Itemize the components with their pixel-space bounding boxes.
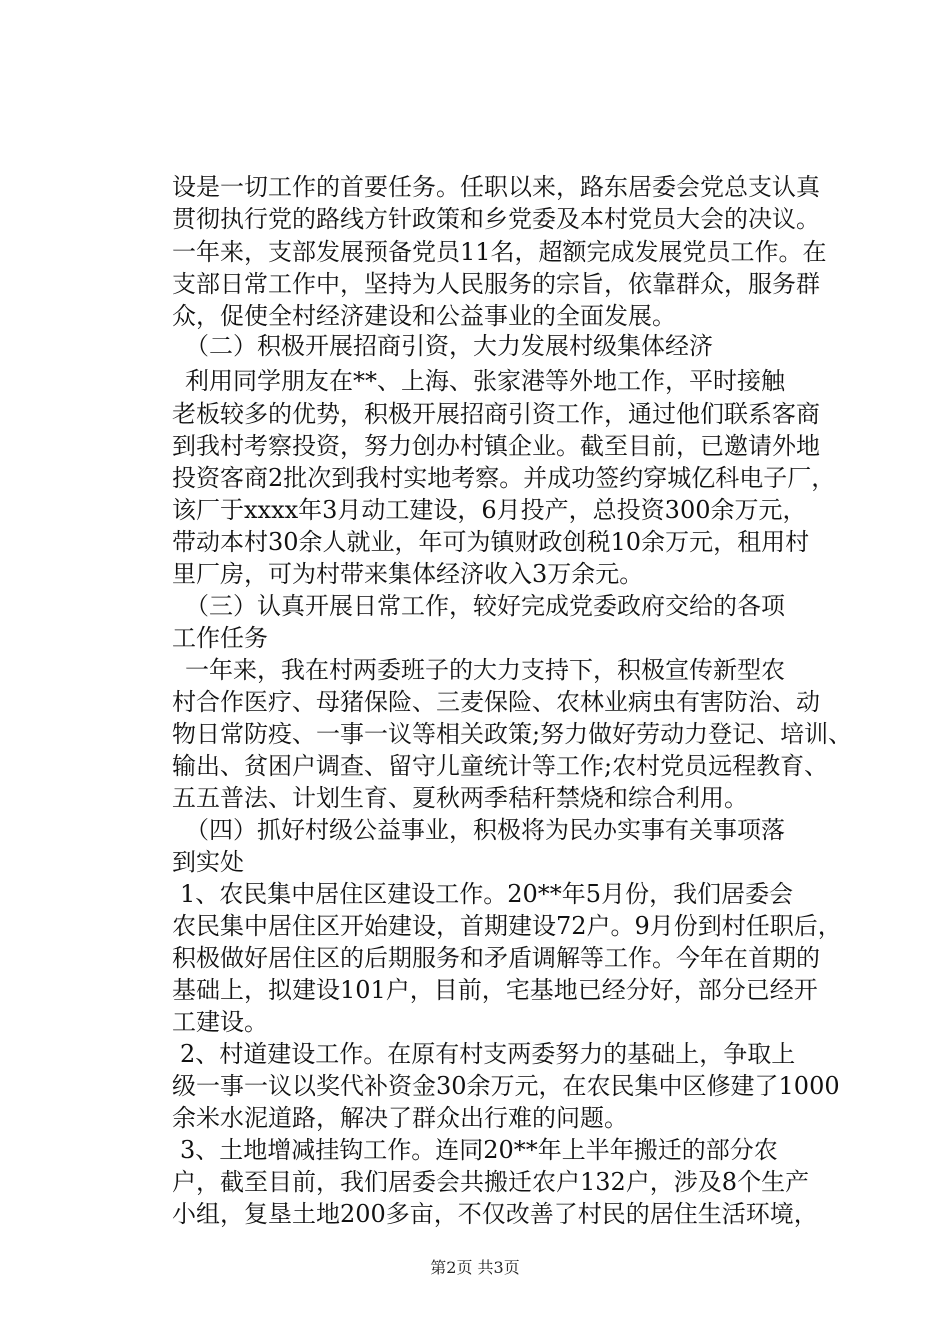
body-line: 级一事一议以奖代补资金30余万元，在农民集中区修建了1000 <box>172 1072 840 1100</box>
body-line: 工建设。 <box>172 1008 268 1036</box>
section-heading: （二）积极开展招商引资，大力发展村级集体经济 <box>185 332 713 360</box>
body-line: 带动本村30余人就业，年可为镇财政创税10余万元，租用村 <box>172 528 810 556</box>
section-heading: 到实处 <box>172 848 244 876</box>
body-line: 设是一切工作的首要任务。任职以来，路东居委会党总支认真 <box>172 173 820 201</box>
body-line: 一年来，支部发展预备党员11名，超额完成发展党员工作。在 <box>172 238 827 266</box>
body-line: 2、村道建设工作。在原有村支两委努力的基础上，争取上 <box>180 1040 796 1068</box>
section-heading: 工作任务 <box>172 624 268 652</box>
body-line: 1、农民集中居住区建设工作。20**年5月份，我们居委会 <box>180 880 794 908</box>
body-line: 物日常防疫、一事一议等相关政策;努力做好劳动力登记、培训、 <box>172 720 853 748</box>
body-line: 支部日常工作中，坚持为人民服务的宗旨，依靠群众，服务群 <box>172 270 820 298</box>
page-footer: 第2页 共3页 <box>430 1258 520 1277</box>
body-line: 基础上，拟建设101户，目前，宅基地已经分好，部分已经开 <box>172 976 818 1004</box>
body-line: 众，促使全村经济建设和公益事业的全面发展。 <box>172 302 676 330</box>
body-line: 里厂房，可为村带来集体经济收入3万余元。 <box>172 560 644 588</box>
body-line: 一年来，我在村两委班子的大力支持下，积极宣传新型农 <box>185 656 785 684</box>
section-heading: （四）抓好村级公益事业，积极将为民办实事有关事项落 <box>185 816 785 844</box>
body-line: 五五普法、计划生育、夏秋两季秸秆禁烧和综合利用。 <box>172 784 748 812</box>
body-line: 村合作医疗、母猪保险、三麦保险、农林业病虫有害防治、动 <box>172 688 820 716</box>
body-line: 农民集中居住区开始建设，首期建设72户。9月份到村任职后， <box>172 912 842 940</box>
body-line: 到我村考察投资，努力创办村镇企业。截至目前，已邀请外地 <box>172 432 820 460</box>
body-line: 投资客商2批次到我村实地考察。并成功签约穿城亿科电子厂， <box>172 464 836 492</box>
body-line: 3、土地增减挂钩工作。连同20**年上半年搬迁的部分农 <box>180 1136 778 1164</box>
body-line: 利用同学朋友在**、上海、张家港等外地工作，平时接触 <box>185 367 785 395</box>
body-line: 老板较多的优势，积极开展招商引资工作，通过他们联系客商 <box>172 400 820 428</box>
body-line: 小组，复垦土地200多亩，不仅改善了村民的居住生活环境， <box>172 1200 818 1228</box>
body-line: 输出、贫困户调查、留守儿童统计等工作;农村党员远程教育、 <box>172 752 829 780</box>
body-line: 户，截至目前，我们居委会共搬迁农户132户，涉及8个生产 <box>172 1168 810 1196</box>
section-heading: （三）认真开展日常工作，较好完成党委政府交给的各项 <box>185 592 785 620</box>
body-line: 贯彻执行党的路线方针政策和乡党委及本村党员大会的决议。 <box>172 205 820 233</box>
body-line: 余米水泥道路，解决了群众出行难的问题。 <box>172 1104 628 1132</box>
body-line: 该厂于xxxx年3月动工建设，6月投产，总投资300余万元， <box>172 496 807 524</box>
body-line: 积极做好居住区的后期服务和矛盾调解等工作。今年在首期的 <box>172 944 820 972</box>
